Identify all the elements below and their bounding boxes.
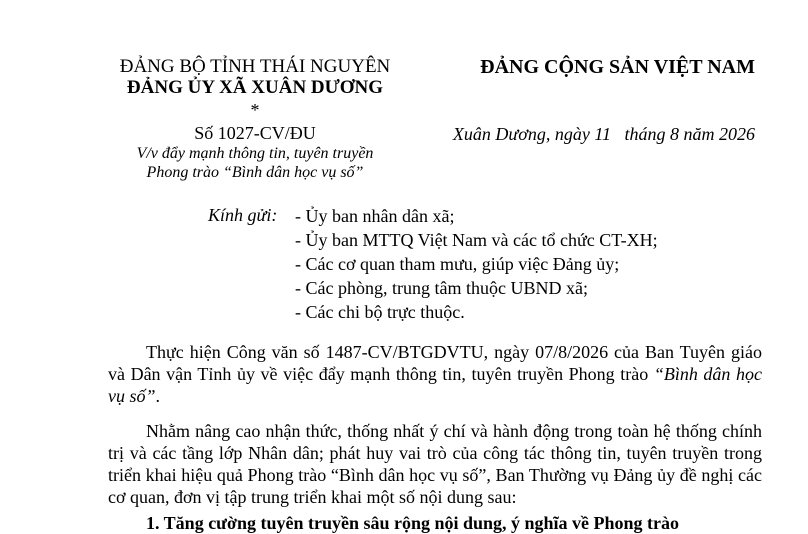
recipient-item: - Các chi bộ trực thuộc. [295,302,465,322]
paragraph-1-end: . [155,386,161,406]
party-committee-line1: ĐẢNG BỘ TỈNH THÁI NGUYÊN [119,56,391,77]
recipient-item: - Ủy ban MTTQ Việt Nam và các tổ chức CT-XH; [295,230,658,250]
date-line: Xuân Dương, ngày 11 tháng 8 năm 2026 [452,124,755,144]
body-paragraph-1 [108,341,762,407]
header-star: * [250,100,260,120]
recipients-label: Kính gửi: [208,205,278,225]
subject-line1: V/v đẩy mạnh thông tin, tuyên truyền [136,145,374,162]
recipient-item: - Các phòng, trung tâm thuộc UBND xã; [295,278,588,298]
document-number: Số 1027-CV/ĐU [194,123,316,143]
recipient-list [295,205,658,325]
subject-line2: Phong trào “Bình dân học vụ số” [146,164,364,181]
body-paragraph-2: Nhằm nâng cao nhận thức, thống nhất ý chí và hành động trong toàn hệ thống chính trị và các tầng lớp Nhân dân; phát huy vai trò của công tác thông tin, tuyên truyền trong triển khai hiệu quả Phong trào “Bình dân học vụ số”, Ban Thường vụ Đảng ủy đề nghị các cơ quan, đơn vị tập trung triển khai một số nội dung sau: [108,421,762,507]
section-heading-1: 1. Tăng cường tuyên truyền sâu rộng nội dung, ý nghĩa về Phong trào [146,513,680,533]
party-committee-line2: ĐẢNG ỦY XÃ XUÂN DƯƠNG [126,77,384,98]
campaign-name-italic: “Bình dân học vụ số” [108,364,762,406]
recipient-item: - Ủy ban nhân dân xã; [295,206,455,226]
recipient-item: - Các cơ quan tham mưu, giúp việc Đảng ủy; [295,254,620,274]
national-title: ĐẢNG CỘNG SẢN VIỆT NAM [480,56,755,78]
paragraph-1-text: Thực hiện Công văn số 1487-CV/BTGDVTU, ngày 07/8/2026 của Ban Tuyên giáo và Dân vận Tỉnh ủy về việc đẩy mạnh thông tin, tuyên truyền Phong trào [108,342,762,384]
